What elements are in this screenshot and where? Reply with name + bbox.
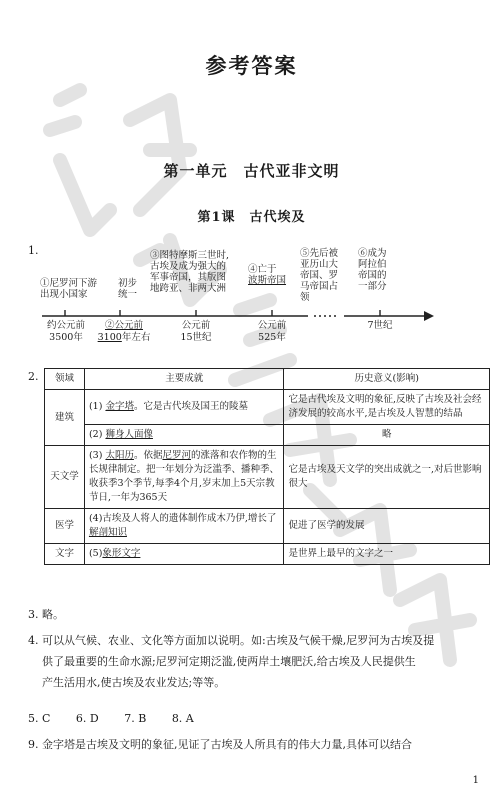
event-text: 波斯帝国 [248,275,287,286]
cell-text: 尼罗河 [162,450,191,461]
event-text: 阿拉伯 [358,259,387,270]
answer-line: 产生活用水,使古埃及农业发达;等等。 [42,676,226,689]
question-1-number: 1. [28,244,39,257]
page-number: 1 [472,775,479,786]
unit-title: 第一单元 古代亚非文明 [163,162,340,180]
cell-text: 太阳历 [105,450,134,461]
timeline-date-3 [170,320,222,344]
cell-text: 。依据 [133,450,163,461]
event-text: 一部分 [358,281,387,292]
table-header-row [45,369,490,390]
table-cell-significance: 是世界上最早的文字之一 [284,544,490,565]
timeline-date-2 [92,320,156,344]
answer-line: 供了最重要的生命水源;尼罗河定期泛滥,使两岸土壤肥沃,给古埃及人民提供生 [42,655,416,668]
event-text: ①尼罗河下游 [40,278,98,289]
timeline-event-1 [40,278,97,300]
answer-8: 8. A [171,712,194,725]
event-text: 地跨亚、非两大洲 [150,283,227,294]
timeline [0,240,503,360]
event-text: 出现小国家 [40,289,88,300]
event-text: 领 [300,292,310,303]
answer-3: 3. 略。 [28,608,64,621]
date-text: 公元前 [257,320,287,331]
event-text: 统一 [118,289,138,300]
cell-text: 金字塔 [105,401,134,412]
date-text: 年左右 [121,332,151,343]
answer-line: 4. 可以从气候、农业、文化等方面加以说明。如:古埃及气候干燥,尼罗河为古埃及提 [28,634,435,647]
table-row [45,446,490,509]
answer-6: 6. D [75,712,99,725]
timeline-event-3 [150,250,229,294]
date-text: 约公元前 [46,320,85,331]
date-text: ②公元前 [104,320,143,331]
cell-text: (1) [88,401,103,412]
date-text: 3100 [97,332,122,343]
cell-text: 象形文字 [102,548,141,559]
cell-text: (3) [88,450,103,461]
page-title: 参考答案 [205,53,298,78]
question-2-number: 2. [28,370,39,383]
event-text: ③图特摩斯三世时, [150,250,230,261]
event-text: 帝国的 [358,270,387,281]
timeline-arrow-icon [424,311,434,321]
timeline-event-5 [300,248,338,303]
event-text: 帝国、罗 [300,270,339,281]
date-text: 7世纪 [367,320,393,331]
timeline-event-4 [248,264,286,286]
date-text: 15世纪 [180,332,212,343]
lesson-title: 第1课 古代埃及 [197,210,306,225]
cell-text: (4)古埃及人将人的遗体制作成木乃伊,增长了 [88,513,277,524]
cell-text: 解剖知识 [88,527,127,538]
table-header-cell: 主要成就 [84,369,284,390]
event-text: ⑥成为 [358,248,387,259]
table-cell-achievement [84,446,284,509]
answer-9: 9. 金字塔是古埃及文明的象征,见证了古埃及人所具有的伟大力量,具体可以结合 [28,738,412,751]
table-cell-significance: 它是古埃及天文学的突出成就之一,对后世影响很大 [284,446,490,509]
event-text: 亚历山大 [300,259,339,270]
answers-5-to-8 [28,708,490,729]
table-cell-achievement [84,425,284,446]
timeline-event-2 [118,278,137,300]
table-row [45,544,490,565]
table-cell-field: 建筑 [45,390,85,446]
timeline-date-4 [246,320,298,344]
cell-text: 的涨落和农作物的生长规律制定。把一年划分为泛滥季、播种季、收获季3个季节,每季4个月,岁末加上5天宗教节日,一年为365天 [88,450,279,503]
table-cell-field: 天文学 [45,446,85,509]
table-header-cell: 历史意义(影响) [284,369,490,390]
event-text: 初步 [118,278,138,289]
cell-text: (2) [88,429,103,440]
timeline-date-1 [38,320,94,344]
table-cell-field: 医学 [45,509,85,544]
answer-4 [28,630,490,693]
table-cell-achievement [84,544,284,565]
table-row [45,390,490,425]
cell-text: 。它是古代埃及国王的陵墓 [133,401,248,412]
table-row [45,509,490,544]
event-text: 军事帝国，其版图 [150,272,227,283]
event-text: ④亡于 [248,264,277,275]
cell-text: (5) [88,548,103,559]
cell-text: 狮身人面像 [105,429,153,440]
event-text: 马帝国占 [300,281,339,292]
table-cell-significance: 略 [284,425,490,446]
table-row [45,425,490,446]
achievements-table [44,368,490,565]
event-text: ⑤先后被 [300,248,339,259]
answer-5: 5. C [28,712,51,725]
table-cell-achievement [84,509,284,544]
table-cell-significance: 它是古代埃及文明的象征,反映了古埃及社会经济发展的较高水平,是古埃及人智慧的结晶 [284,390,490,425]
table-header-cell: 领域 [45,369,85,390]
timeline-date-5 [356,320,404,332]
date-text: 公元前 [181,320,211,331]
timeline-event-6 [358,248,387,292]
table-cell-significance: 促进了医学的发展 [284,509,490,544]
answer-7: 7. B [124,712,147,725]
table-cell-field: 文字 [45,544,85,565]
date-text: 3500年 [49,332,83,343]
table-cell-achievement [84,390,284,425]
event-text: 古埃及成为强大的 [150,261,227,272]
date-text: 525年 [258,332,286,343]
